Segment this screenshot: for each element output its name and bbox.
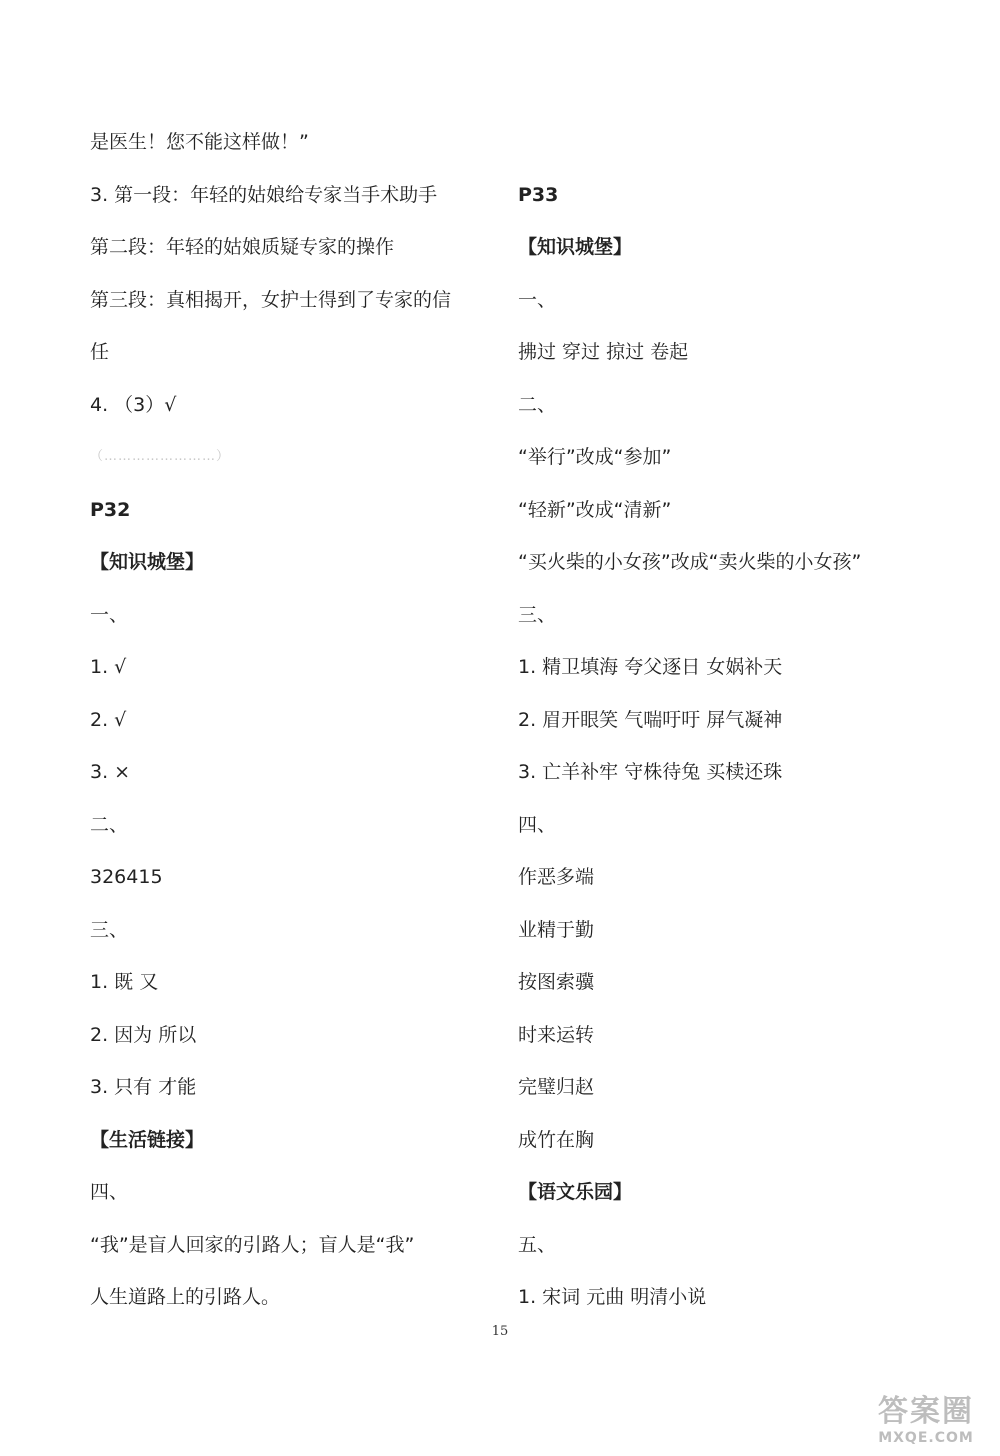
text-line: 按图索骥 — [518, 971, 595, 993]
section-page-heading: P32 — [90, 498, 131, 521]
text-line: 326415 — [90, 866, 163, 888]
section-heading: 【生活链接】 — [90, 1128, 205, 1151]
text-line: 第三段：真相揭开，女护士得到了专家的信 — [90, 288, 452, 311]
watermark-domain: MXQE.COM — [878, 1430, 974, 1446]
text-line: “我”是盲人回家的引路人；盲人是“我” — [90, 1233, 415, 1256]
text-line: 二、 — [90, 813, 129, 836]
text-line: 第二段：年轻的姑娘质疑专家的操作 — [90, 236, 395, 258]
text-line: 作恶多端 — [518, 866, 595, 888]
text-line: 2. √ — [90, 708, 127, 731]
text-line: 完璧归赵 — [518, 1076, 595, 1098]
section-heading: 【语文乐园】 — [518, 1181, 633, 1203]
text-line: “轻新”改成“清新” — [518, 498, 672, 521]
text-line: 二、 — [518, 393, 557, 416]
site-watermark-logo — [866, 1386, 986, 1446]
blank-line — [518, 116, 938, 169]
text-line: 3. × — [90, 761, 131, 783]
text-line: 3. 亡羊补牢 守株待兔 买椟还珠 — [518, 761, 783, 783]
text-line: 2. 眉开眼笑 气喘吁吁 屏气凝神 — [518, 708, 783, 731]
text-line: 四、 — [518, 813, 557, 836]
text-line: 任 — [90, 341, 110, 363]
section-heading: 【知识城堡】 — [518, 236, 633, 258]
text-line: 业精于勤 — [518, 918, 595, 941]
text-line: 3. 只有 才能 — [90, 1076, 197, 1098]
text-line: 1. 精卫填海 夸父逐日 女娲补天 — [518, 656, 783, 678]
text-line: 3. 第一段：年轻的姑娘给专家当手术助手 — [90, 183, 438, 206]
text-line: “举行”改成“参加” — [518, 446, 672, 468]
left-column — [90, 116, 500, 1324]
page-number: 15 — [491, 1324, 509, 1339]
text-line: “买火柴的小女孩”改成“卖火柴的小女孩” — [518, 551, 862, 573]
text-line: 一、 — [90, 603, 129, 626]
text-line: 人生道路上的引路人。 — [90, 1286, 281, 1308]
right-column — [518, 116, 938, 1324]
text-line: 2. 因为 所以 — [90, 1023, 197, 1046]
text-line: 四、 — [90, 1181, 129, 1203]
text-line: 五、 — [518, 1233, 557, 1256]
text-line: 拂过 穿过 掠过 卷起 — [518, 341, 689, 363]
text-line: 三、 — [518, 603, 557, 626]
section-page-heading: P33 — [518, 183, 559, 206]
text-line: 时来运转 — [518, 1023, 595, 1046]
text-line: 4. （3）√ — [90, 393, 177, 416]
section-heading: 【知识城堡】 — [90, 551, 205, 573]
text-line: 是医生！您不能这样做！” — [90, 131, 309, 153]
text-line: 1. √ — [90, 656, 127, 678]
faded-text-line: （……………………） — [90, 449, 231, 464]
text-line: 三、 — [90, 918, 129, 941]
text-line: 1. 既 又 — [90, 971, 159, 993]
watermark-title: 答案圈 — [878, 1394, 974, 1429]
text-line: 1. 宋词 元曲 明清小说 — [518, 1286, 707, 1308]
text-line: 成竹在胸 — [518, 1128, 595, 1151]
text-line: 一、 — [518, 288, 557, 311]
